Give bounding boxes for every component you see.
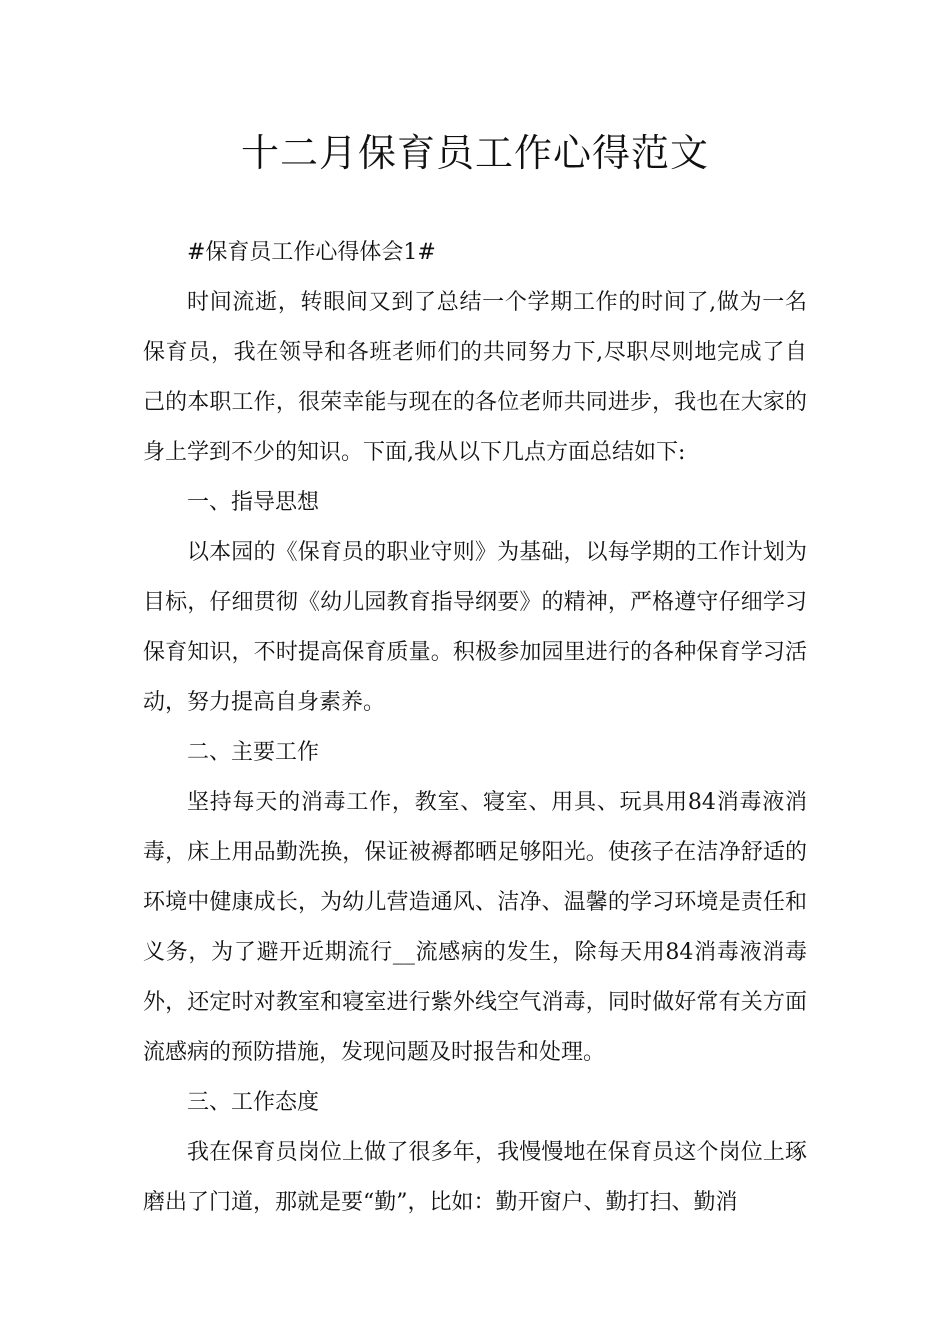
- paragraph-guiding-thought: 以本园的《保育员的职业守则》为基础，以每学期的工作计划为目标，仔细贯彻《幼儿园教育指导纲要》的精神，严格遵守仔细学习保育知识，不时提高保育质量。积极参加园里进行的各种保育学习活动，努力提高自身素养。: [143, 540, 807, 715]
- paragraph-heading-1: #保育员工作心得体会1#: [187, 240, 436, 265]
- paragraph-intro: 时间流逝，转眼间又到了总结一个学期工作的时间了,做为一名保育员，我在领导和各班老师们的共同努力下,尽职尽则地完成了自己的本职工作，很荣幸能与现在的各位老师共同进步，我也在大家的身上学到不少的知识。下面,我从以下几点方面总结如下:: [143, 290, 807, 465]
- paragraph-work-attitude: 我在保育员岗位上做了很多年，我慢慢地在保育员这个岗位上琢磨出了门道，那就是要“勤”，比如：勤开窗户、勤打扫、勤消: [143, 1140, 807, 1215]
- document-title: 十二月保育员工作心得范文: [240, 131, 709, 175]
- section-heading-guiding-thought: 一、指导思想: [187, 490, 320, 515]
- section-heading-work-attitude: 三、工作态度: [187, 1090, 320, 1115]
- section-heading-main-work: 二、主要工作: [187, 740, 320, 765]
- paragraph-main-work: 坚持每天的消毒工作，教室、寝室、用具、玩具用84消毒液消毒，床上用品勤洗换，保证被褥都晒足够阳光。使孩子在洁净舒适的环境中健康成长，为幼儿营造通风、洁净、温馨的学习环境是责任和义务，为了避开近期流行__流感病的发生，除每天用84消毒液消毒外，还定时对教室和寝室进行紫外线空气消毒，同时做好常有关方面流感病的预防措施，发现问题及时报告和处理。: [143, 790, 807, 1065]
- document-body: [143, 228, 807, 1228]
